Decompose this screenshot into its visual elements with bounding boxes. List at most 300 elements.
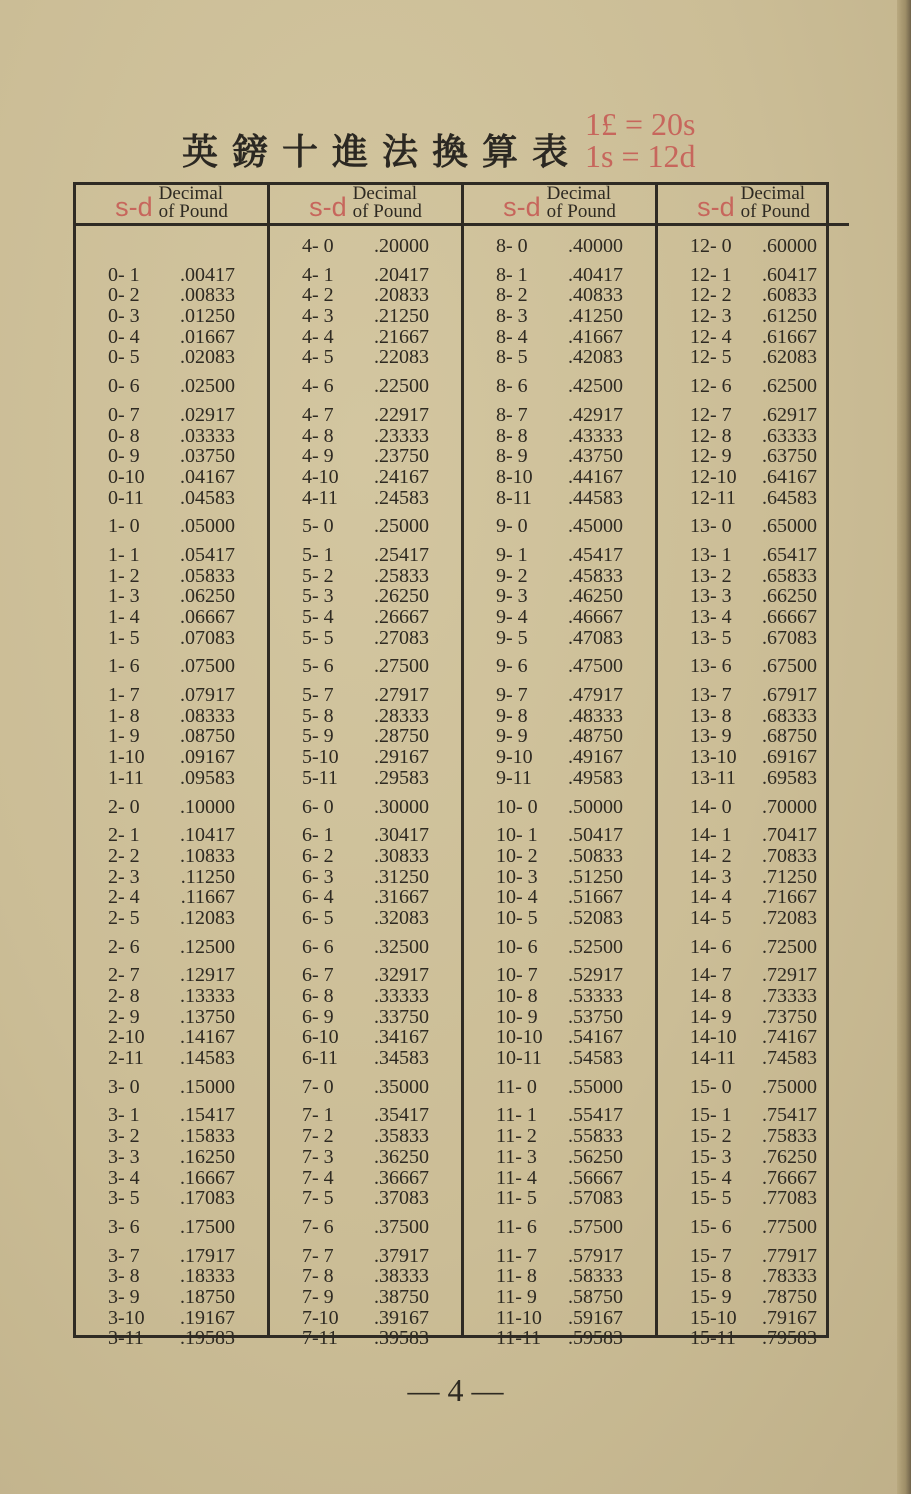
- table-row: [270, 1328, 461, 1349]
- table-row: [270, 405, 461, 426]
- decimal-value: .42917: [568, 403, 623, 426]
- table-row: [658, 236, 849, 257]
- sd-value: 12-10: [690, 465, 737, 488]
- sd-value: 9- 2: [496, 564, 528, 587]
- sd-value: 2- 7: [108, 964, 140, 987]
- table-row: [76, 1328, 267, 1349]
- decimal-value: .36667: [374, 1166, 429, 1189]
- conversion-table: [73, 182, 829, 1350]
- sd-value: 8- 3: [496, 305, 528, 328]
- table-row: [270, 1266, 461, 1287]
- decimal-value: .27083: [374, 626, 429, 649]
- table-row: [76, 986, 267, 1007]
- decimal-value: .13333: [180, 985, 235, 1007]
- sd-value: 2- 2: [108, 844, 140, 867]
- decimal-value: .22083: [374, 346, 429, 369]
- sd-value: 0- 8: [108, 424, 140, 447]
- sd-value: 12- 9: [690, 445, 732, 468]
- decimal-value: .36250: [374, 1145, 429, 1168]
- sd-value: 10- 8: [496, 985, 538, 1007]
- decimal-value: .27500: [374, 655, 429, 678]
- decimal-value: .23750: [374, 445, 429, 468]
- sd-value: 1- 9: [108, 725, 140, 748]
- decimal-value: .63750: [762, 445, 817, 468]
- decimal-value: .00833: [180, 284, 235, 307]
- sd-value: 13- 9: [690, 725, 732, 748]
- table-row: [76, 656, 267, 677]
- decimal-value: .70000: [762, 795, 817, 818]
- table-row: [464, 628, 655, 649]
- table-row: [464, 986, 655, 1007]
- decimal-value: .65000: [762, 515, 817, 538]
- decimal-value: .70833: [762, 844, 817, 867]
- sd-value: 4- 0: [302, 235, 334, 257]
- decimal-value: .17083: [180, 1187, 235, 1210]
- decimal-value: .62083: [762, 346, 817, 369]
- sd-value: 13- 1: [690, 543, 732, 566]
- decimal-value: .03750: [180, 445, 235, 468]
- decimal-value: .19167: [180, 1306, 235, 1329]
- decimal-value: .25417: [374, 543, 429, 566]
- sd-label: s-d: [115, 192, 153, 222]
- table-row: [658, 747, 849, 768]
- sd-value: 4-10: [302, 465, 339, 488]
- decimal-value: .24583: [374, 486, 429, 509]
- sd-value: 8- 4: [496, 325, 528, 348]
- decimal-value: .69167: [762, 746, 817, 769]
- column-header: [76, 185, 267, 226]
- table-row: [464, 797, 655, 818]
- sd-value: 12- 0: [690, 235, 732, 257]
- decimal-value: .61250: [762, 305, 817, 328]
- decimal-value: .75417: [762, 1104, 817, 1127]
- table-row: [464, 405, 655, 426]
- table-row: [658, 1328, 849, 1349]
- decimal-value: .18333: [180, 1265, 235, 1288]
- sd-value: 11- 3: [496, 1145, 537, 1168]
- table-row: [658, 1077, 849, 1098]
- sd-value: 5- 8: [302, 704, 334, 727]
- decimal-value: .38333: [374, 1265, 429, 1288]
- decimal-value: .03333: [180, 424, 235, 447]
- sd-value: 6-10: [302, 1026, 339, 1049]
- table-row: [658, 347, 849, 368]
- sd-value: 6- 2: [302, 844, 334, 867]
- table-row: [76, 867, 267, 888]
- decimal-value: .46250: [568, 585, 623, 608]
- table-row: [76, 1168, 267, 1189]
- sd-value: 3- 5: [108, 1187, 140, 1210]
- sd-value: 14- 3: [690, 865, 732, 888]
- sd-value: 7-10: [302, 1306, 339, 1329]
- table-row: [658, 1168, 849, 1189]
- decimal-value: .14583: [180, 1047, 235, 1070]
- sd-value: 15-10: [690, 1306, 737, 1329]
- table-row: [464, 586, 655, 607]
- sd-value: 6- 8: [302, 985, 334, 1007]
- sd-value: 4- 2: [302, 284, 334, 307]
- decimal-value: .30417: [374, 824, 429, 847]
- decimal-value: .72917: [762, 964, 817, 987]
- column-header: [270, 185, 461, 226]
- table-row: [658, 586, 849, 607]
- sd-value: 9- 7: [496, 684, 528, 707]
- sd-value: 14- 9: [690, 1005, 732, 1028]
- sd-value: 6- 5: [302, 906, 334, 929]
- decimal-value: .52917: [568, 964, 623, 987]
- decimal-value: .37917: [374, 1244, 429, 1267]
- sd-value: 0- 7: [108, 403, 140, 426]
- sd-value: 11- 1: [496, 1104, 537, 1127]
- sd-value: 7- 8: [302, 1265, 334, 1288]
- table-row: [76, 607, 267, 628]
- table-column: [76, 183, 270, 1350]
- sd-value: 0- 3: [108, 305, 140, 328]
- table-row: [270, 1007, 461, 1028]
- decimal-value: .02500: [180, 375, 235, 398]
- table-row: [464, 1308, 655, 1329]
- sd-value: 15- 4: [690, 1166, 732, 1189]
- sd-value: 7- 6: [302, 1215, 334, 1238]
- sd-value: 15- 6: [690, 1215, 732, 1238]
- table-row: [464, 1027, 655, 1048]
- sd-value: 13- 2: [690, 564, 732, 587]
- table-row: [76, 1147, 267, 1168]
- table-row: [464, 265, 655, 286]
- decimal-value: .64167: [762, 465, 817, 488]
- sd-value: 0-10: [108, 465, 145, 488]
- table-row: [76, 1188, 267, 1209]
- decimal-value: .58333: [568, 1265, 623, 1288]
- table-row: [658, 426, 849, 447]
- sd-value: 14- 5: [690, 906, 732, 929]
- decimal-value: .43333: [568, 424, 623, 447]
- sd-value: 9- 4: [496, 606, 528, 628]
- sd-value: 13-10: [690, 746, 737, 769]
- sd-value: 12- 2: [690, 284, 732, 307]
- sd-value: 15- 0: [690, 1075, 732, 1098]
- decimal-value: .77500: [762, 1215, 817, 1238]
- sd-value: 15- 3: [690, 1145, 732, 1168]
- sd-value: 15-11: [690, 1327, 736, 1350]
- decimal-value: .00417: [180, 263, 235, 286]
- decimal-value: .42500: [568, 375, 623, 398]
- decimal-label: Decimal of Pound: [546, 183, 616, 222]
- decimal-value: .24167: [374, 465, 429, 488]
- table-row: [464, 306, 655, 327]
- decimal-value: .06667: [180, 606, 235, 628]
- table-row: [76, 797, 267, 818]
- decimal-value: .59167: [568, 1306, 623, 1329]
- table-row: [464, 426, 655, 447]
- table-row: [464, 566, 655, 587]
- sd-value: 6- 6: [302, 935, 334, 958]
- sd-value: 1-11: [108, 766, 144, 789]
- decimal-value: .75000: [762, 1075, 817, 1098]
- sd-value: 9- 5: [496, 626, 528, 649]
- sd-value: 3-10: [108, 1306, 145, 1329]
- sd-value: 3- 8: [108, 1265, 140, 1288]
- table-row: [658, 965, 849, 986]
- sd-value: 0- 4: [108, 325, 140, 348]
- sd-value: 8-11: [496, 486, 532, 509]
- sd-value: 14- 0: [690, 795, 732, 818]
- sd-value: 2- 1: [108, 824, 140, 847]
- decimal-value: .61667: [762, 325, 817, 348]
- sd-value: 10- 5: [496, 906, 538, 929]
- table-row: [76, 1105, 267, 1126]
- sd-value: 14-10: [690, 1026, 737, 1049]
- table-row: [270, 937, 461, 958]
- sd-value: 5- 4: [302, 606, 334, 628]
- table-row: [658, 937, 849, 958]
- table-row: [464, 236, 655, 257]
- table-row: [270, 867, 461, 888]
- decimal-value: .73750: [762, 1005, 817, 1028]
- table-row: [270, 986, 461, 1007]
- table-row: [76, 586, 267, 607]
- table-row: [270, 586, 461, 607]
- decimal-value: .50417: [568, 824, 623, 847]
- sd-value: 8- 7: [496, 403, 528, 426]
- table-row: [464, 656, 655, 677]
- decimal-value: .67083: [762, 626, 817, 649]
- table-column: [464, 183, 658, 1350]
- sd-value: 1- 2: [108, 564, 140, 587]
- table-row: [464, 545, 655, 566]
- table-row: [270, 516, 461, 537]
- sd-value: 8-10: [496, 465, 533, 488]
- sd-value: 3- 0: [108, 1075, 140, 1098]
- table-row: [464, 1287, 655, 1308]
- table-row: [658, 768, 849, 789]
- table-row: [76, 1246, 267, 1267]
- decimal-value: .37083: [374, 1187, 429, 1210]
- page-edge: [897, 0, 911, 1494]
- decimal-value: .23333: [374, 424, 429, 447]
- table-row: [270, 1246, 461, 1267]
- table-row: [76, 825, 267, 846]
- decimal-value: .34583: [374, 1047, 429, 1070]
- decimal-value: .49167: [568, 746, 623, 769]
- sd-value: 9- 0: [496, 515, 528, 538]
- column-header: [658, 185, 849, 226]
- decimal-value: .79167: [762, 1306, 817, 1329]
- sd-value: 12- 4: [690, 325, 732, 348]
- sd-value: 3- 6: [108, 1215, 140, 1238]
- decimal-value: .28750: [374, 725, 429, 748]
- sd-value: 14- 7: [690, 964, 732, 987]
- table-row: [658, 488, 849, 509]
- sd-value: 10- 3: [496, 865, 538, 888]
- table-row: [270, 446, 461, 467]
- sd-value: 9- 3: [496, 585, 528, 608]
- table-row: [658, 545, 849, 566]
- table-row: [658, 1105, 849, 1126]
- decimal-value: .22500: [374, 375, 429, 398]
- sd-value: 5- 5: [302, 626, 334, 649]
- table-row: [658, 986, 849, 1007]
- table-row: [658, 1147, 849, 1168]
- decimal-value: .26250: [374, 585, 429, 608]
- sd-value: 13- 0: [690, 515, 732, 538]
- sd-value: 6- 3: [302, 865, 334, 888]
- sd-value: 15- 9: [690, 1285, 732, 1308]
- decimal-value: .41667: [568, 325, 623, 348]
- table-row: [658, 726, 849, 747]
- table-row: [270, 285, 461, 306]
- decimal-value: .72500: [762, 935, 817, 958]
- decimal-value: .16667: [180, 1166, 235, 1189]
- sd-value: 8- 6: [496, 375, 528, 398]
- table-row: [270, 607, 461, 628]
- sd-value: 2- 0: [108, 795, 140, 818]
- decimal-value: .29167: [374, 746, 429, 769]
- sd-value: 10- 0: [496, 795, 538, 818]
- sd-value: 3- 2: [108, 1125, 140, 1148]
- sd-value: 2- 4: [108, 886, 140, 909]
- table-row: [658, 656, 849, 677]
- decimal-value: .55417: [568, 1104, 623, 1127]
- table-row: [658, 867, 849, 888]
- table-row: [76, 1077, 267, 1098]
- table-row: [270, 1105, 461, 1126]
- table-row: [658, 846, 849, 867]
- sd-value: 14- 2: [690, 844, 732, 867]
- sd-value: 12- 3: [690, 305, 732, 328]
- decimal-value: .20000: [374, 235, 429, 257]
- sd-value: 0- 5: [108, 346, 140, 369]
- decimal-value: .30000: [374, 795, 429, 818]
- sd-value: 13- 7: [690, 684, 732, 707]
- decimal-value: .14167: [180, 1026, 235, 1049]
- decimal-value: .21250: [374, 305, 429, 328]
- decimal-value: .08333: [180, 704, 235, 727]
- table-row: [76, 965, 267, 986]
- decimal-value: .50833: [568, 844, 623, 867]
- table-column: [658, 183, 849, 1350]
- decimal-value: .06250: [180, 585, 235, 608]
- sd-value: 0- 9: [108, 445, 140, 468]
- decimal-value: .04583: [180, 486, 235, 509]
- sd-value: 13-11: [690, 766, 736, 789]
- sd-value: 13- 8: [690, 704, 732, 727]
- sd-value: 2- 8: [108, 985, 140, 1007]
- table-row: [464, 908, 655, 929]
- table-row: [76, 628, 267, 649]
- table-row: [658, 628, 849, 649]
- table-row: [658, 1246, 849, 1267]
- decimal-value: .46667: [568, 606, 623, 628]
- sd-value: 7- 3: [302, 1145, 334, 1168]
- decimal-value: .40417: [568, 263, 623, 286]
- sd-value: 9- 1: [496, 543, 528, 566]
- decimal-value: .09167: [180, 746, 235, 769]
- sd-value: 9-10: [496, 746, 533, 769]
- sd-value: 12- 8: [690, 424, 732, 447]
- page-title: 英鎊十進法換算表: [182, 131, 583, 173]
- decimal-value: .74583: [762, 1047, 817, 1070]
- sd-value: 2- 5: [108, 906, 140, 929]
- decimal-value: .42083: [568, 346, 623, 369]
- decimal-value: .50000: [568, 795, 623, 818]
- table-row: [76, 747, 267, 768]
- sd-value: 14- 4: [690, 886, 732, 909]
- decimal-value: .66250: [762, 585, 817, 608]
- decimal-value: .45417: [568, 543, 623, 566]
- decimal-value: .76667: [762, 1166, 817, 1189]
- decimal-value: .35417: [374, 1104, 429, 1127]
- decimal-value: .07500: [180, 655, 235, 678]
- sd-value: 6- 9: [302, 1005, 334, 1028]
- sd-value: 1- 5: [108, 626, 140, 649]
- decimal-value: .76250: [762, 1145, 817, 1168]
- sd-value: 1- 0: [108, 515, 140, 538]
- sd-value: 2-10: [108, 1026, 145, 1049]
- sd-value: 13- 3: [690, 585, 732, 608]
- decimal-value: .19583: [180, 1327, 235, 1350]
- table-row: [270, 265, 461, 286]
- sd-value: 14- 6: [690, 935, 732, 958]
- decimal-value: .70417: [762, 824, 817, 847]
- table-row: [658, 265, 849, 286]
- table-row: [464, 1048, 655, 1069]
- table-row: [658, 825, 849, 846]
- table-row: [270, 236, 461, 257]
- decimal-value: .17500: [180, 1215, 235, 1238]
- table-row: [464, 467, 655, 488]
- decimal-value: .56667: [568, 1166, 623, 1189]
- sd-value: 4- 1: [302, 263, 334, 286]
- sd-value: 1- 4: [108, 606, 140, 628]
- table-row: [76, 327, 267, 348]
- table-row: [464, 825, 655, 846]
- ratio-shilling: 1s = 12d: [585, 138, 696, 174]
- sd-label: s-d: [503, 192, 541, 222]
- table-row: [658, 285, 849, 306]
- table-row: [464, 446, 655, 467]
- decimal-value: .43750: [568, 445, 623, 468]
- sd-value: 15- 5: [690, 1187, 732, 1210]
- sd-value: 11-11: [496, 1327, 542, 1350]
- sd-value: 3- 3: [108, 1145, 140, 1168]
- decimal-value: .15833: [180, 1125, 235, 1148]
- sd-value: 8- 8: [496, 424, 528, 447]
- decimal-value: .40000: [568, 235, 623, 257]
- sd-value: 11- 8: [496, 1265, 537, 1288]
- table-row: [76, 1266, 267, 1287]
- table-row: [270, 1147, 461, 1168]
- table-row: [270, 467, 461, 488]
- table-row: [76, 285, 267, 306]
- decimal-value: .60833: [762, 284, 817, 307]
- table-row: [464, 867, 655, 888]
- sd-label: s-d: [309, 192, 347, 222]
- table-row: [658, 405, 849, 426]
- sd-value: 6- 1: [302, 824, 334, 847]
- decimal-value: .22917: [374, 403, 429, 426]
- table-row: [270, 908, 461, 929]
- sd-value: 10- 4: [496, 886, 538, 909]
- sd-value: 8- 0: [496, 235, 528, 257]
- sd-value: 5- 0: [302, 515, 334, 538]
- table-row: [464, 1147, 655, 1168]
- sd-value: 12- 1: [690, 263, 732, 286]
- table-row: [658, 887, 849, 908]
- sd-value: 7- 0: [302, 1075, 334, 1098]
- ratio-pound: 1£ = 20s: [585, 106, 696, 142]
- table-row: [464, 516, 655, 537]
